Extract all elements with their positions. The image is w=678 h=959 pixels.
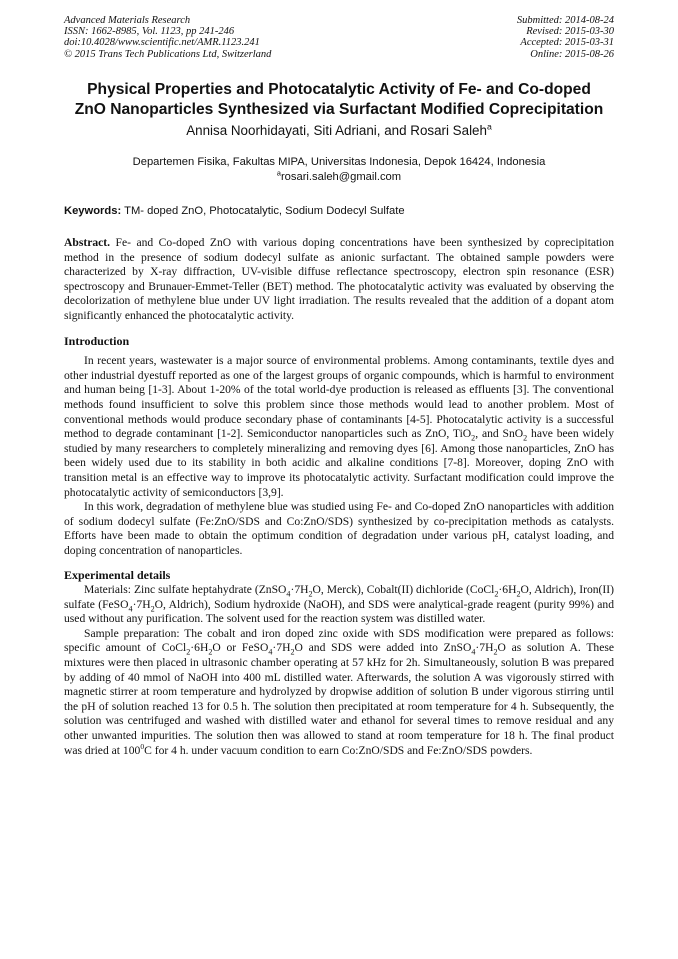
paper-title	[40, 80, 638, 120]
issn: ISSN: 1662-8985, Vol. 1123, pp 241-246	[64, 26, 235, 38]
author-list	[40, 122, 638, 140]
submitted-date: Submitted: 2014-08-24	[516, 15, 614, 26]
intro-paragraph-1: In recent years, wastewater is a major source of environmental problems. Among contaminants, textile dyes and other industrial dyestuff reported as one of the largest groups of organic compounds, which is harmful to environment and human being [1-3]. About 1-20% of the total world-dye production is released as effluents [3]. The conventional methods found insufficient to solve this problem since those methods would lead to another problem. Most of conventional methods would produce secondary phase of contaminants [4-5]. Photocatalytic activity is a successful method to degrade contaminant [1-2]. Semiconductor nanoparticles such as ZnO, TiO$_2$, and SnO$_2$ have been widely studied by many researchers to completely mineralizing and removing dyes [6]. Among those nanoparticles, ZnO has been widely used due to its stability in both acidic and alkaline conditions [7-8]. Moreover, doping ZnO with transition metal is an effective way to improve its photocatalytic activity. Surfactant modification could improve the photocatalytic activity of semiconductors [3,9].	[64, 354, 614, 499]
author-superscript: a	[486, 121, 492, 132]
keywords-label: Keywords:	[64, 205, 122, 217]
journal-info	[64, 15, 271, 60]
journal-name: Advanced Materials Research	[64, 15, 191, 26]
keywords	[64, 204, 614, 218]
abstract	[64, 236, 614, 324]
accepted-date: Accepted: 2015-03-31	[520, 37, 614, 49]
doi: doi:10.4028/www.scientific.net/AMR.1123.241	[64, 37, 260, 49]
materials-paragraph: Materials: Zinc sulfate heptahydrate ($ZnSO_4\cdot 7H_2O$, Merck), Cobalt(II) dichloride ($CoCl_2\cdot 6H_2O$, Aldrich), Iron(II) sulfate ($FeSO_4\cdot 7H_2O$, Aldrich), Sodium hydroxide (NaOH), and SDS were analytical-grade reagent (purity 99%) and used without any purification. The solvent used for the reaction system was distilled water.	[64, 583, 614, 626]
copyright: © 2015 Trans Tech Publications Ltd, Switzerland	[64, 48, 272, 60]
sample-preparation-paragraph: Sample preparation: The cobalt and iron doped zinc oxide with SDS modification were prepared as follows: specific amount of $CoCl_2\cdot 6H_2O$ or $FeSO_4\cdot 7H_2O$ and SDS were added into $ZnSO_4\cdot 7H_2O$ as solution A. These mixtures were then placed in ultrasonic chamber operating at 57 kHz for 2h. Simultaneously, solution B was prepared by adding of 40 mmol of NaOH into 400 mL distilled water. Afterwards, the solution A was vigorously stirred with magnetic stirrer at room temperature and hydrolyzed by dropwise addition of solution B under vigorous stirring until the pH of solution reached 13 for 0.5 h. The solution then precipitated at room temperature for 4 h. Subsequently, the solution was centrifuged and washed with distilled water and ethanol for several times to remove residual and any other unwanted impurities. The solution then was allowed to stand at room temperature for 18 h. The final product was dried at $100^0C$ for 4 h. under vacuum condition to earn Co:ZnO/SDS and Fe:ZnO/SDS powders.	[64, 626, 615, 757]
online-date: Online: 2015-08-26	[530, 48, 614, 60]
affiliation-email-line	[40, 170, 638, 185]
affiliation	[40, 155, 638, 185]
abstract-label: Abstract.	[64, 236, 111, 249]
keywords-text: TM- doped ZnO, Photocatalytic, Sodium Dodecyl Sulfate	[121, 205, 405, 217]
email-superscript: a	[276, 168, 281, 178]
title-line-1: Physical Properties and Photocatalytic Activity of Fe- and Co-doped	[87, 81, 591, 98]
abstract-text: Fe- and Co-doped ZnO with various doping concentrations have been synthesized by coprecipitation method in the presence of sodium dodecyl sulfate as anionic surfactant. The obtained sample powders were characterized by X-ray diffraction, UV-visible diffuse reflectance spectroscopy, electron spin resonance (ESR) spectroscopy and Brunauer-Emmet-Teller (BET) method. The photocatalytic activity was evaluated by observing the decolorization of methylene blue under UV light irradiation. The results revealed that the addition of a dopant atom significantly enhanced the photocatalytic activity.	[64, 236, 614, 322]
section-heading-introduction: Introduction	[64, 333, 130, 348]
intro-paragraph-2: In this work, degradation of methylene blue was studied using Fe- and Co-doped ZnO nanoparticles with addition of sodium dodecyl sulfate (Fe:ZnO/SDS and Co:ZnO/SDS) synthesized by co-precipitation methods as catalysts. Efforts have been made to obtain the optimum condition of degradation under various pH, catalyst loading, and doping concentration of nanoparticles.	[64, 500, 614, 557]
revised-date: Revised: 2015-03-30	[526, 26, 614, 38]
affiliation-address: Departemen Fisika, Fakultas MIPA, Universitas Indonesia, Depok 16424, Indonesia	[132, 156, 546, 168]
paper-body	[64, 236, 614, 758]
email: rosari.saleh@gmail.com	[280, 171, 402, 183]
author-names: Annisa Noorhidayati, Siti Adriani, and Rosari Saleh	[186, 123, 487, 138]
publication-dates	[517, 15, 614, 60]
title-line-2: ZnO Nanoparticles Synthesized via Surfactant Modified Coprecipitation	[74, 101, 604, 118]
section-heading-experimental: Experimental details	[64, 568, 171, 583]
